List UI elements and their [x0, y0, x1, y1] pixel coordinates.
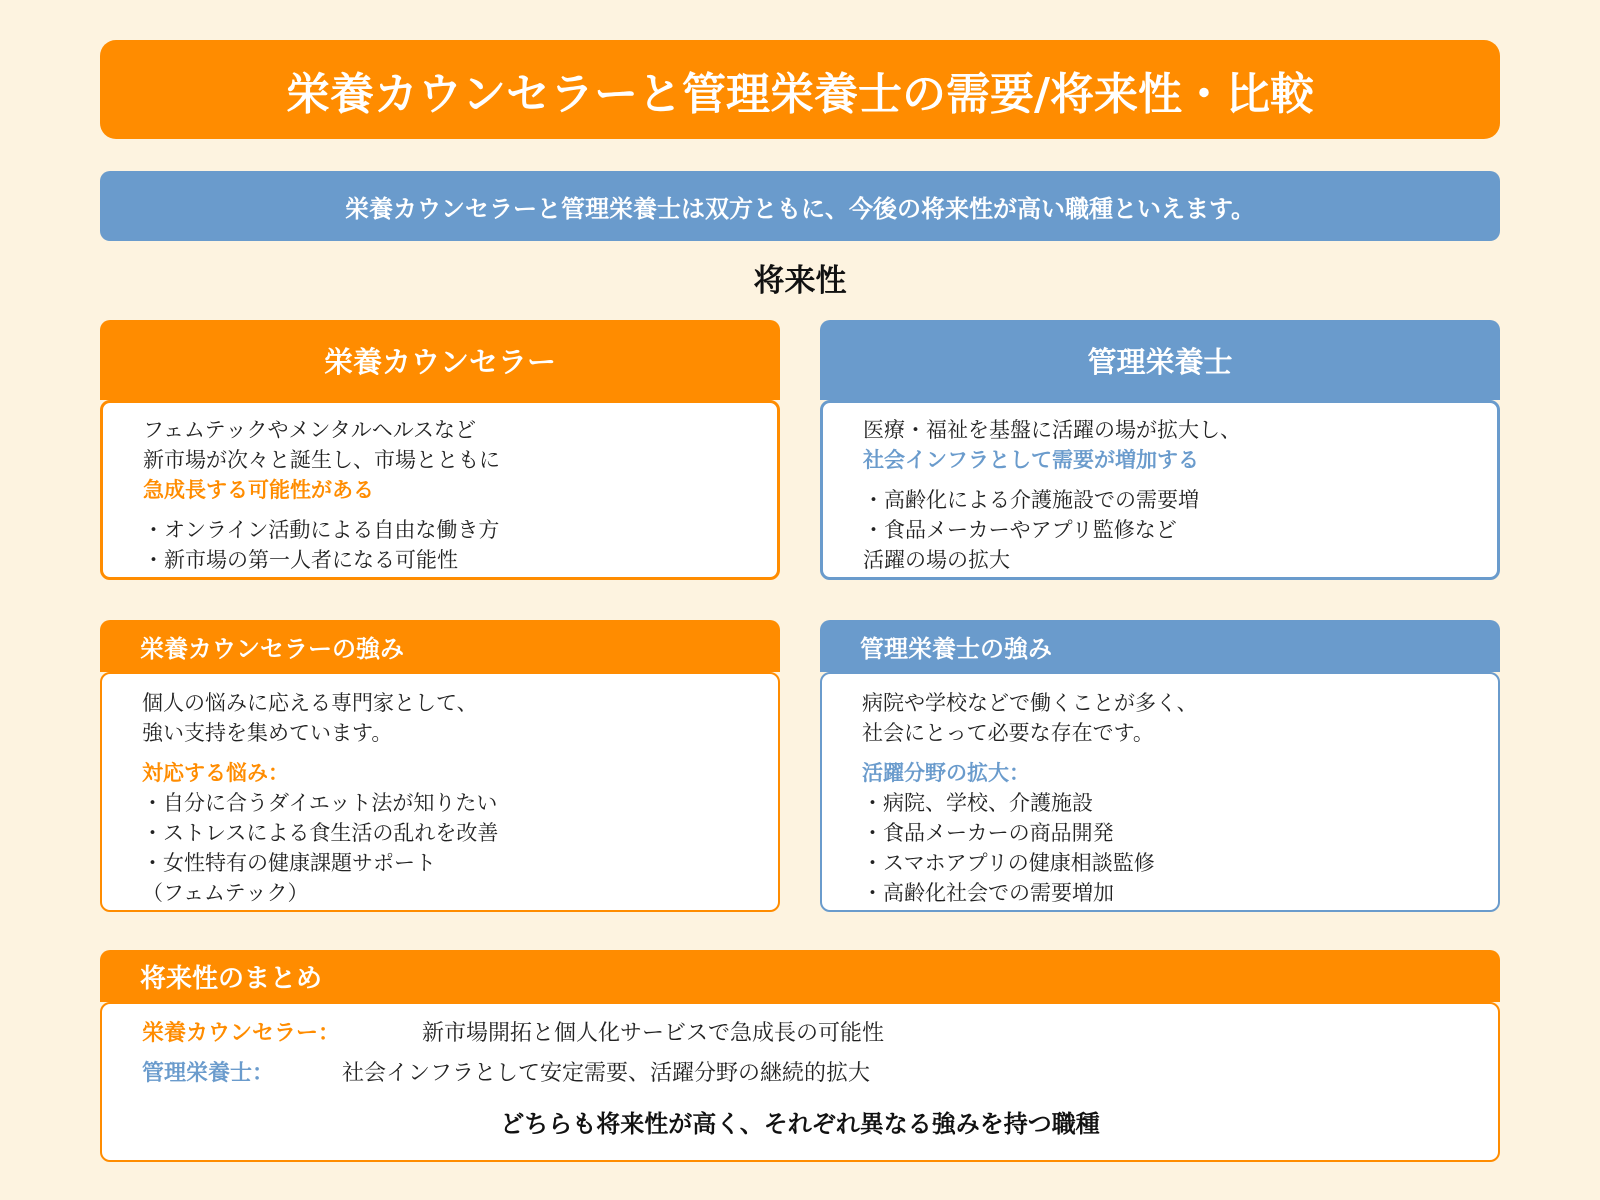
dietitian-strength-line-2: 社会にとって必要な存在です。: [862, 721, 1154, 745]
dietitian-strength-bullet-1: ・病院、学校、介護施設: [862, 791, 1093, 815]
dietitian-future-line-1: 医療・福祉を基盤に活躍の場が拡大し、: [863, 418, 1241, 442]
summary-header: 将来性のまとめ: [100, 950, 1500, 1002]
counselor-strength-header: 栄養カウンセラーの強み: [100, 620, 780, 672]
counselor-future-bullet-2: ・新市場の第一人者になる可能性: [143, 548, 458, 572]
summary-row-dietitian: [142, 1054, 1498, 1094]
counselor-strength-card: [100, 620, 780, 912]
dietitian-strength-highlight: 活躍分野の拡大：: [862, 761, 1030, 785]
counselor-strength-highlight: 対応する悩み：: [142, 761, 289, 785]
summary-card: [100, 950, 1500, 1162]
counselor-strength-bullet-3: ・女性特有の健康課題サポート: [142, 851, 436, 875]
summary-counselor-label: 栄養カウンセラー：: [142, 1021, 341, 1046]
dietitian-future-bullet-1: ・高齢化による介護施設での需要増: [863, 488, 1199, 512]
summary-dietitian-text: 社会インフラとして安定需要、活躍分野の継続的拡大: [342, 1061, 871, 1086]
summary-dietitian-label: 管理栄養士：: [142, 1061, 275, 1086]
dietitian-strength-card: [820, 620, 1500, 912]
counselor-strength-bullet-4: （フェムテック）: [142, 881, 309, 905]
dietitian-future-body: [820, 400, 1500, 580]
dietitian-strength-bullet-4: ・高齢化社会での需要増加: [862, 881, 1114, 905]
subtitle-banner: 栄養カウンセラーと管理栄養士は双方ともに、今後の将来性が高い職種といえます。: [100, 171, 1500, 241]
dietitian-strength-bullet-3: ・スマホアプリの健康相談監修: [862, 851, 1155, 875]
summary-counselor-text: 新市場開拓と個人化サービスで急成長の可能性: [422, 1021, 885, 1046]
dietitian-future-header: 管理栄養士: [820, 320, 1500, 400]
counselor-strength-line-2: 強い支持を集めています。: [142, 721, 393, 745]
dietitian-future-card: [820, 320, 1500, 580]
counselor-future-line-1: フェムテックやメンタルヘルスなど: [143, 418, 477, 442]
dietitian-future-bullet-3: 活躍の場の拡大: [863, 548, 1010, 572]
counselor-strength-line-1: 個人の悩みに応える専門家として、: [142, 691, 478, 715]
counselor-future-bullet-1: ・オンライン活動による自由な働き方: [143, 518, 500, 542]
counselor-strength-bullet-1: ・自分に合うダイエット法が知りたい: [142, 791, 498, 815]
dietitian-future-bullet-2: ・食品メーカーやアプリ監修など: [863, 518, 1177, 542]
dietitian-strength-header: 管理栄養士の強み: [820, 620, 1500, 672]
counselor-future-card: [100, 320, 780, 580]
summary-row-counselor: [142, 1014, 1498, 1054]
counselor-strength-body: [100, 672, 780, 912]
counselor-future-line-2: 新市場が次々と誕生し、市場とともに: [143, 448, 500, 472]
dietitian-strength-body: [820, 672, 1500, 912]
page-title: 栄養カウンセラーと管理栄養士の需要/将来性・比較: [100, 40, 1500, 139]
dietitian-strength-line-1: 病院や学校などで働くことが多く、: [862, 691, 1198, 715]
section-heading-future: 将来性: [753, 262, 847, 299]
dietitian-future-highlight: 社会インフラとして需要が増加する: [863, 448, 1199, 472]
summary-body: [100, 1002, 1500, 1162]
summary-conclusion: どちらも将来性が高く、それぞれ異なる強みを持つ職種: [500, 1110, 1100, 1138]
counselor-future-highlight: 急成長する可能性がある: [143, 478, 374, 502]
counselor-future-header: 栄養カウンセラー: [100, 320, 780, 400]
counselor-future-body: [100, 400, 780, 580]
counselor-strength-bullet-2: ・ストレスによる食生活の乱れを改善: [142, 821, 499, 845]
dietitian-strength-bullet-2: ・食品メーカーの商品開発: [862, 821, 1114, 845]
